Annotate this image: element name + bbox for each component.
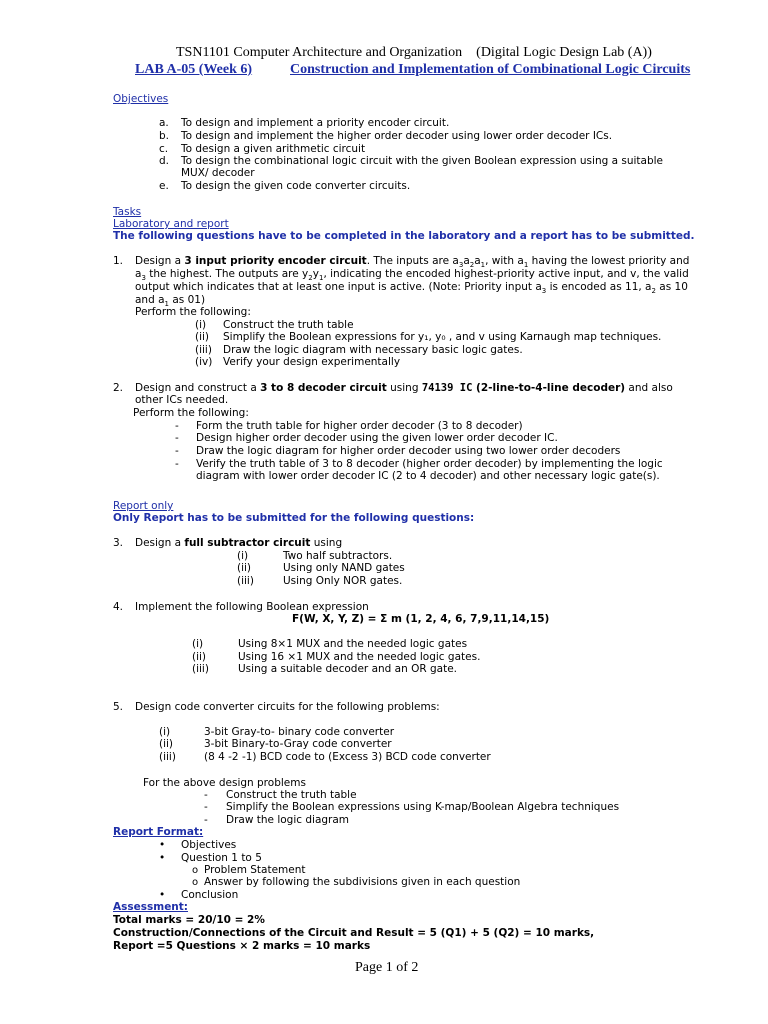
report-only-heading: Report only	[113, 500, 174, 512]
objective-item: To design the combinational logic circuit with the given Boolean expression using a suitable	[181, 155, 664, 167]
bullet-mark: •	[159, 839, 166, 851]
item-mark: (ii)	[159, 738, 174, 750]
step-text: Simplify the Boolean expressions for y₁, y₀ , and v using Karnaugh map techniques.	[223, 331, 662, 343]
item-text: 3-bit Gray-to- binary code converter	[204, 726, 395, 738]
item-mark: (i)	[159, 726, 171, 738]
sub-bullet-mark: o	[192, 865, 199, 876]
assessment-line: Total marks = 20/10 = 2%	[113, 914, 265, 926]
bullet-text: Conclusion	[181, 889, 239, 901]
step-text: Construct the truth table	[223, 319, 354, 331]
step-mark: -	[204, 789, 208, 801]
objective-item: To design the given code converter circuits.	[181, 180, 411, 192]
item-mark: (iii)	[159, 751, 176, 763]
item-mark: (i)	[192, 638, 204, 650]
step-mark: (iv)	[195, 356, 213, 368]
objective-item: To design and implement a priority encoder circuit.	[181, 117, 450, 129]
step-mark: (ii)	[195, 331, 210, 343]
bullet-mark: •	[159, 852, 166, 864]
tasks-heading: Tasks	[113, 206, 142, 218]
step-mark: -	[175, 458, 179, 470]
lab-code: LAB A-05 (Week 6)	[135, 62, 253, 77]
step-mark: -	[175, 432, 179, 444]
course-title: TSN1101 Computer Architecture and Organization	[176, 45, 463, 60]
report-only-note: Only Report has to be submitted for the following questions:	[113, 512, 475, 524]
step-text: diagram with lower order decoder IC (2 to 4 decoder) and other necessary logic gate(s).	[196, 470, 660, 482]
item-mark: (i)	[237, 550, 249, 562]
q4-line: Implement the following Boolean expression	[135, 601, 369, 613]
question-number: 2.	[113, 382, 124, 394]
lab-title: Construction and Implementation of Combinational Logic Circuits	[290, 62, 691, 77]
page-number: Page 1 of 2	[355, 960, 419, 975]
step-mark: -	[175, 420, 179, 432]
objective-mark: c.	[159, 143, 169, 155]
bullet-text: Question 1 to 5	[181, 852, 262, 864]
step-text: Draw the logic diagram for higher order decoder using two lower order decoders	[196, 445, 621, 457]
item-text: Using only NAND gates	[283, 562, 405, 574]
step-mark: (iii)	[195, 344, 212, 356]
step-text: Draw the logic diagram with necessary basic logic gates.	[223, 344, 523, 356]
question-number: 5.	[113, 701, 124, 713]
q1-perform: Perform the following:	[135, 306, 251, 318]
objective-mark: a.	[159, 117, 169, 129]
objective-item: To design a given arithmetic circuit	[181, 143, 366, 155]
boolean-expression: F(W, X, Y, Z) = Σ m (1, 2, 4, 6, 7,9,11,14,15)	[292, 613, 550, 625]
step-text: Form the truth table for higher order decoder (3 to 8 decoder)	[196, 420, 523, 432]
objective-mark: e.	[159, 180, 169, 192]
q1-line4: and $a_1$ as 01)	[135, 294, 206, 309]
question-number: 1.	[113, 255, 124, 267]
step-text: Verify the truth table of 3 to 8 decoder (higher order decoder) by implementing the logic	[196, 458, 663, 470]
report-format-heading: Report Format:	[113, 826, 204, 838]
q5-for-above: For the above design problems	[143, 777, 306, 789]
q2-line2: other ICs needed.	[135, 394, 229, 406]
assessment-heading: Assessment:	[113, 901, 189, 913]
item-mark: (iii)	[192, 663, 209, 675]
sub-bullet-mark: o	[192, 877, 199, 888]
item-text: Using 16 ×1 MUX and the needed logic gates.	[238, 651, 481, 663]
step-text: Simplify the Boolean expressions using K-map/Boolean Algebra techniques	[226, 801, 620, 813]
step-text: Design higher order decoder using the given lower order decoder IC.	[196, 432, 558, 444]
question-number: 4.	[113, 601, 124, 613]
q2-line1: Design and construct a 3 to 8 decoder circuit using 74139 IC (2-line-to-4-line decoder) and also	[135, 382, 673, 394]
item-text: Using a suitable decoder and an OR gate.	[238, 663, 458, 675]
objective-mark: b.	[159, 130, 170, 142]
step-mark: -	[204, 801, 208, 813]
step-mark: -	[175, 445, 179, 457]
q3-line: Design a full subtractor circuit using	[135, 537, 343, 549]
item-text: Two half subtractors.	[283, 550, 393, 562]
objective-item: MUX/ decoder	[181, 167, 255, 179]
step-mark: (i)	[195, 319, 207, 331]
step-text: Construct the truth table	[226, 789, 357, 801]
sub-bullet-text: Answer by following the subdivisions given in each question	[204, 876, 521, 888]
step-mark: -	[204, 814, 208, 826]
objectives-heading: Objectives	[113, 93, 169, 105]
step-text: Draw the logic diagram	[226, 814, 350, 826]
bullet-mark: •	[159, 889, 166, 901]
header-line1	[176, 45, 652, 61]
q1-line3: output which indicates that at least one input is active. (Note: Priority input $a_3$ is encoded as 11, $a_2$ as 10	[135, 281, 688, 296]
item-text: Using Only NOR gates.	[283, 575, 403, 587]
item-mark: (iii)	[237, 575, 254, 587]
sub-bullet-text: Problem Statement	[204, 864, 306, 876]
assessment-line: Report =5 Questions × 2 marks = 10 marks	[113, 940, 371, 952]
question-number: 3.	[113, 537, 124, 549]
lab-subtitle: (Digital Logic Design Lab (A))	[476, 45, 652, 60]
objective-mark: d.	[159, 155, 170, 167]
assessment-line: Construction/Connections of the Circuit and Result = 5 (Q1) + 5 (Q2) = 10 marks,	[113, 927, 595, 939]
q1-line2: $a_3$ the highest. The outputs are $y_2y_1$, indicating the encoded highest-priority active input, and v, the valid	[135, 268, 689, 283]
q2-perform: Perform the following:	[133, 407, 249, 419]
item-text: 3-bit Binary-to-Gray code converter	[204, 738, 392, 750]
objective-item: To design and implement the higher order decoder using lower order decoder ICs.	[181, 130, 613, 142]
item-text: (8 4 -2 -1) BCD code to (Excess 3) BCD code converter	[204, 751, 491, 763]
item-text: Using 8×1 MUX and the needed logic gates	[238, 638, 468, 650]
step-text: Verify your design experimentally	[223, 356, 401, 368]
q1-line1: Design a 3 input priority encoder circuit. The inputs are $a_3a_2a_1$, with $a_1$ having the lowest priority and	[135, 255, 690, 270]
item-mark: (ii)	[192, 651, 207, 663]
q5-line: Design code converter circuits for the following problems:	[135, 701, 440, 713]
lab-report-heading: Laboratory and report	[113, 218, 229, 230]
tasks-note: The following questions have to be completed in the laboratory and a report has to be submitted.	[113, 230, 695, 242]
bullet-text: Objectives	[181, 839, 237, 851]
item-mark: (ii)	[237, 562, 252, 574]
